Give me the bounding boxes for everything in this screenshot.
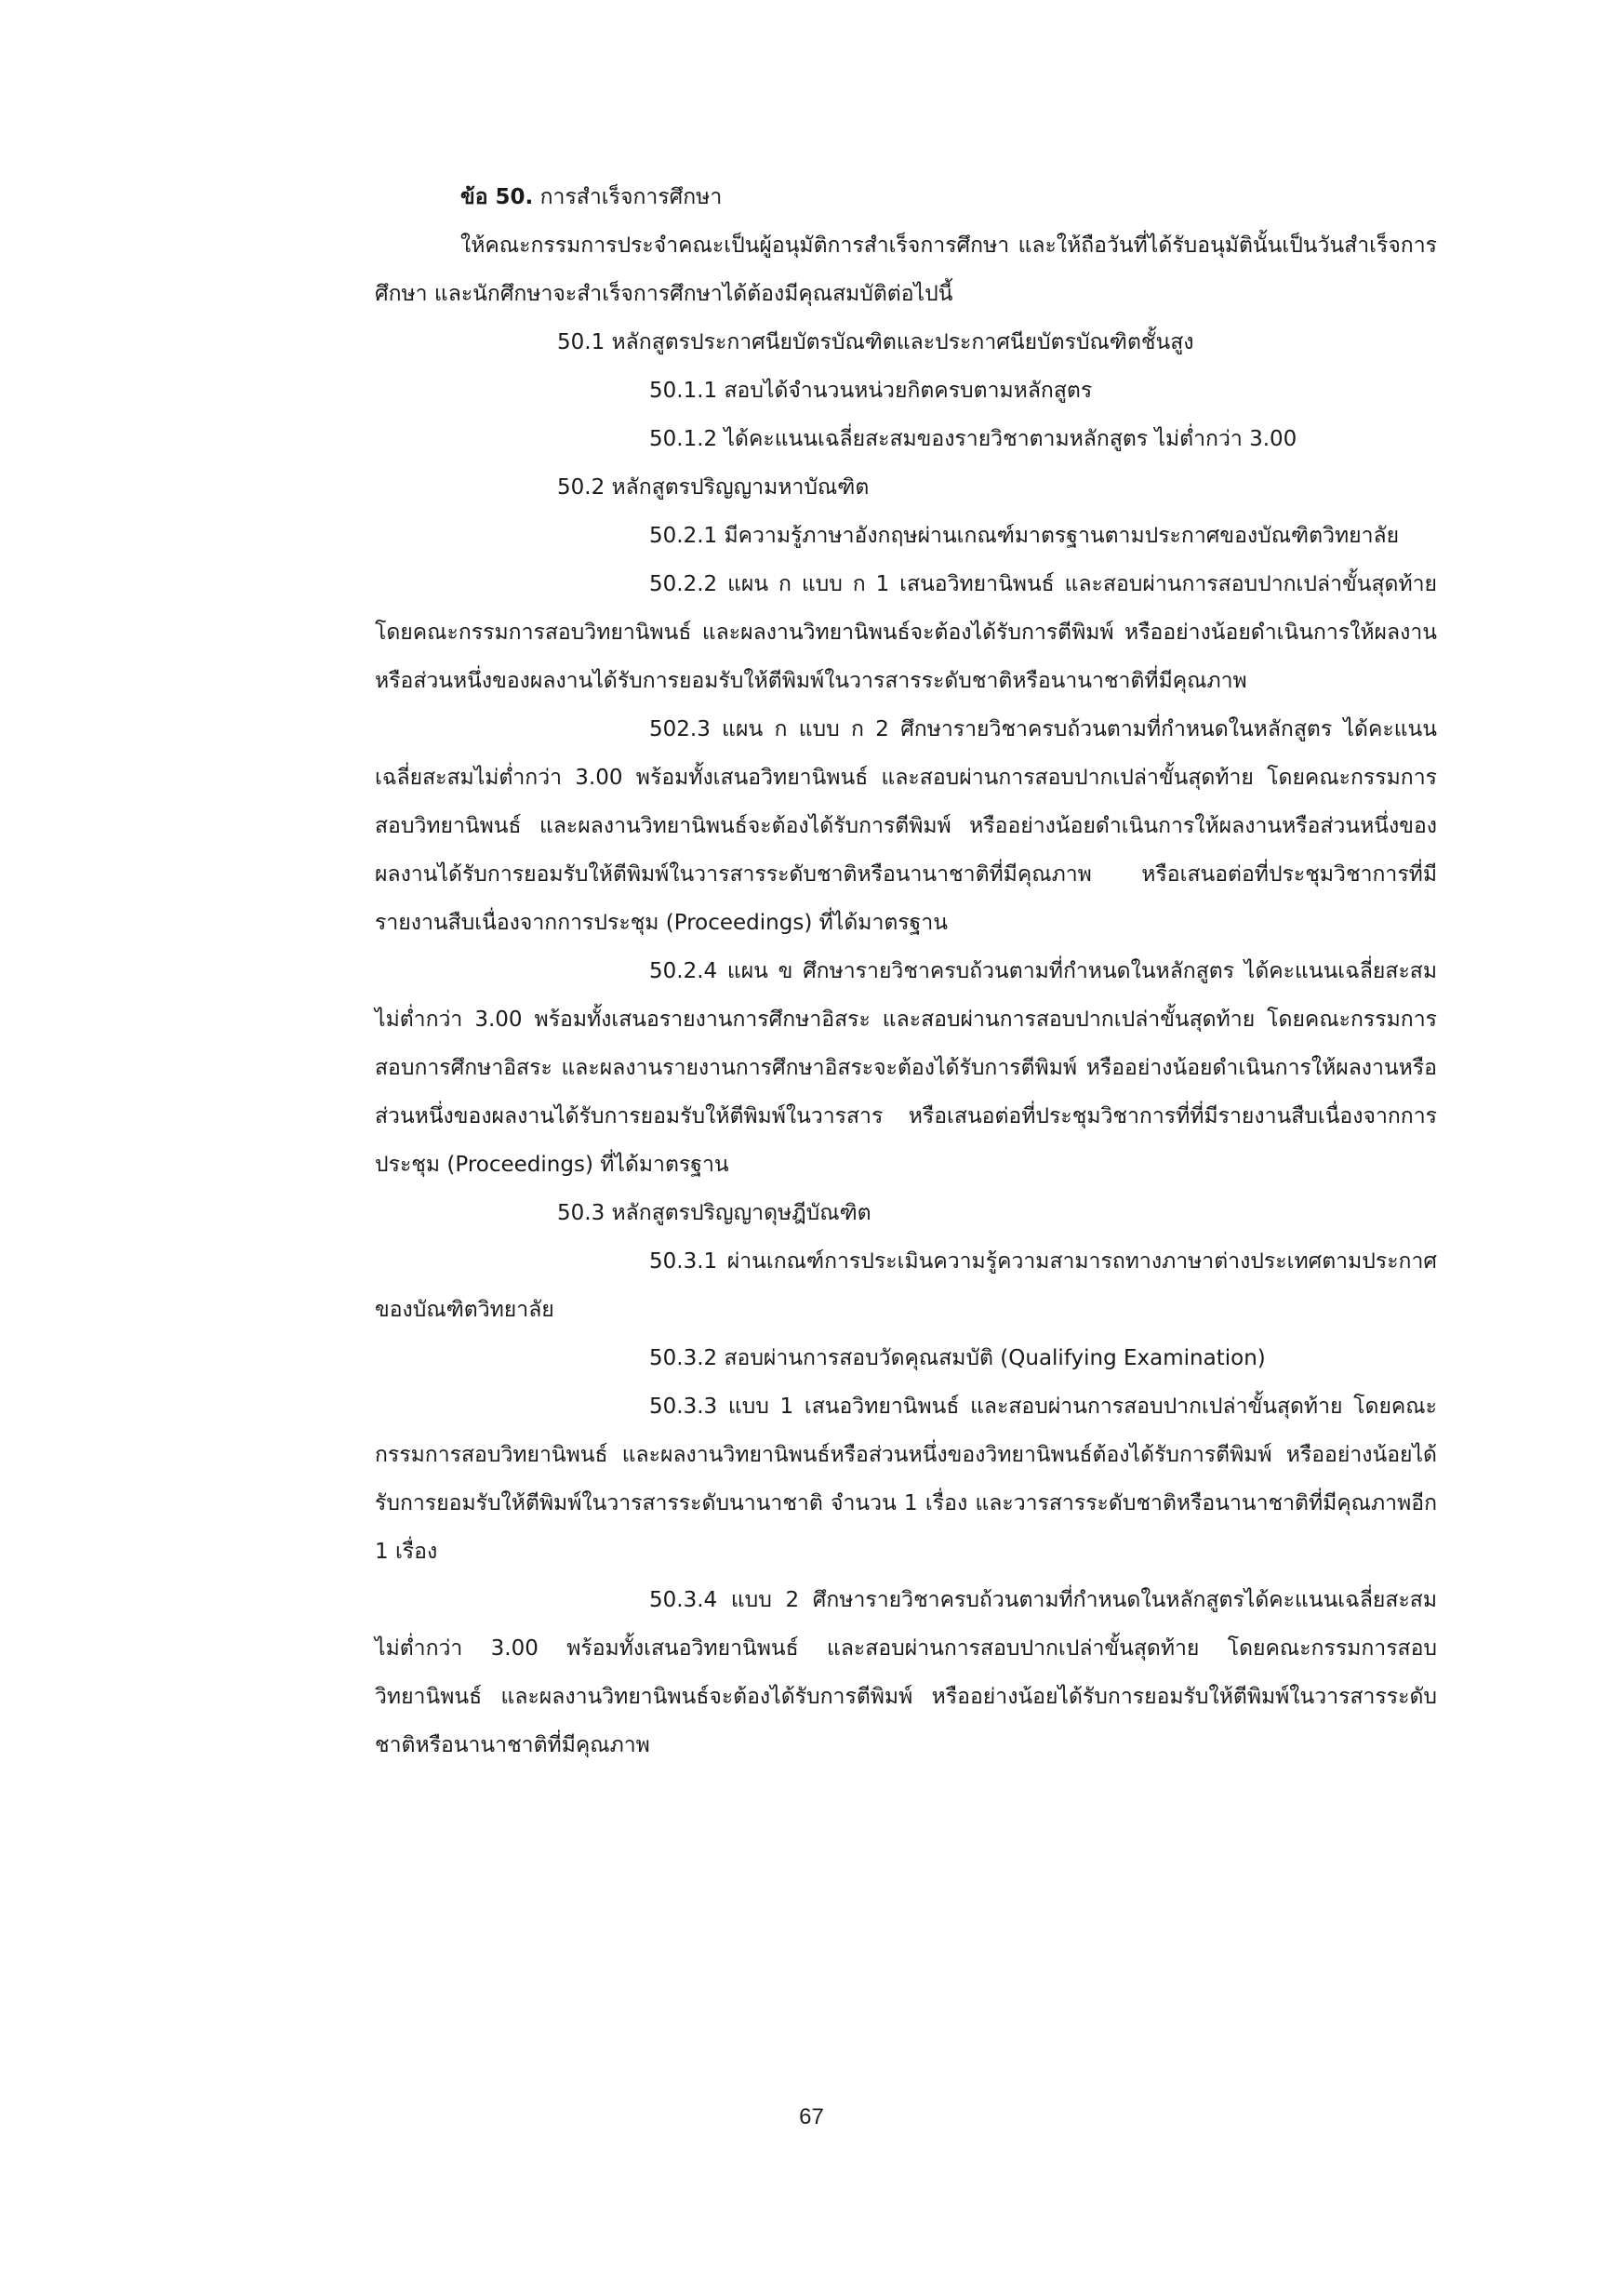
section-item: 50.2.2 แผน ก แบบ ก 1 เสนอวิทยานิพนธ์ และสอบผ่านการสอบปากเปล่าขั้นสุดท้าย โดยคณะกรรมการสอบวิทยานิพนธ์ และผลงานวิทยานิพนธ์จะต้องได้รับการตีพิมพ์ หรืออย่างน้อยดำเนินการให้ผลงานหรือส่วนหนึ่งของผลงานได้รับการยอมรับให้ตีพิมพ์ในวารสารระดับชาติหรือนานาชาติที่มีคุณภาพ <box>375 572 1437 693</box>
section-item: 50.1.2 ได้คะแนนเฉลี่ยสะสมของรายวิชาตามหลักสูตร ไม่ต่ำกว่า 3.00 <box>649 427 1297 451</box>
document-body <box>375 173 1437 1769</box>
section-item: 50.3.4 แบบ 2 ศึกษารายวิชาครบถ้วนตามที่กำหนดในหลักสูตรได้คะแนนเฉลี่ยสะสมไม่ต่ำกว่า 3.00 พร้อมทั้งเสนอวิทยานิพนธ์ และสอบผ่านการสอบปากเปล่าขั้นสุดท้าย โดยคณะกรรมการสอบวิทยานิพนธ์ และผลงานวิทยานิพนธ์จะต้องได้รับการตีพิมพ์ หรืออย่างน้อยได้รับการยอมรับให้ตีพิมพ์ในวารสารระดับชาติหรือนานาชาติที่มีคุณภาพ <box>375 1588 1437 1757</box>
section-item: 50.2.1 มีความรู้ภาษาอังกฤษผ่านเกณฑ์มาตรฐานตามประกาศของบัณฑิตวิทยาลัย <box>649 524 1400 548</box>
article-intro: ให้คณะกรรมการประจำคณะเป็นผู้อนุมัติการสำเร็จการศึกษา และให้ถือวันที่ได้รับอนุมัตินั้นเป็นวันสำเร็จการศึกษา และนักศึกษาจะสำเร็จการศึกษาได้ต้องมีคุณสมบัติต่อไปนี้ <box>375 234 1437 306</box>
section-heading: 50.3 หลักสูตรปริญญาดุษฎีบัณฑิต <box>557 1201 871 1225</box>
article-number: ข้อ 50. <box>460 185 534 209</box>
section-item: 50.1.1 สอบได้จำนวนหน่วยกิตครบตามหลักสูตร <box>649 379 1093 403</box>
article-heading <box>375 173 1437 221</box>
section-heading: 50.2 หลักสูตรปริญญามหาบัณฑิต <box>557 475 870 500</box>
section-item: 50.3.2 สอบผ่านการสอบวัดคุณสมบัติ (Qualifying Examination) <box>649 1346 1266 1370</box>
section-item: 50.3.3 แบบ 1 เสนอวิทยานิพนธ์ และสอบผ่านการสอบปากเปล่าขั้นสุดท้าย โดยคณะกรรมการสอบวิทยานิพนธ์ และผลงานวิทยานิพนธ์หรือส่วนหนึ่งของวิทยานิพนธ์ต้องได้รับการตีพิมพ์ หรืออย่างน้อยได้รับการยอมรับให้ตีพิมพ์ในวารสารระดับนานาชาติ จำนวน 1 เรื่อง และวารสารระดับชาติหรือนานาชาติที่มีคุณภาพอีก 1 เรื่อง <box>375 1395 1437 1564</box>
section-heading: 50.1 หลักสูตรประกาศนียบัตรบัณฑิตและประกาศนียบัตรบัณฑิตชั้นสูง <box>557 330 1194 354</box>
section-item: 50.2.4 แผน ข ศึกษารายวิชาครบถ้วนตามที่กำหนดในหลักสูตร ได้คะแนนเฉลี่ยสะสมไม่ต่ำกว่า 3.00 พร้อมทั้งเสนอรายงานการศึกษาอิสระ และสอบผ่านการสอบปากเปล่าขั้นสุดท้าย โดยคณะกรรมการสอบการศึกษาอิสระ และผลงานรายงานการศึกษาอิสระจะต้องได้รับการตีพิมพ์ หรืออย่างน้อยดำเนินการให้ผลงานหรือส่วนหนึ่งของผลงานได้รับการยอมรับให้ตีพิมพ์ในวารสาร หรือเสนอต่อที่ประชุมวิชาการที่ที่มีรายงานสืบเนื่องจากการประชุม (Proceedings) ที่ได้มาตรฐาน <box>375 959 1437 1177</box>
article-title: การสำเร็จการศึกษา <box>539 185 723 209</box>
section-item: 502.3 แผน ก แบบ ก 2 ศึกษารายวิชาครบถ้วนตามที่กำหนดในหลักสูตร ได้คะแนนเฉลี่ยสะสมไม่ต่ำกว่า 3.00 พร้อมทั้งเสนอวิทยานิพนธ์ และสอบผ่านการสอบปากเปล่าขั้นสุดท้าย โดยคณะกรรมการสอบวิทยานิพนธ์ และผลงานวิทยานิพนธ์จะต้องได้รับการตีพิมพ์ หรืออย่างน้อยดำเนินการให้ผลงานหรือส่วนหนึ่งของผลงานได้รับการยอมรับให้ตีพิมพ์ในวารสารระดับชาติหรือนานาชาติที่มีคุณภาพ หรือเสนอต่อที่ประชุมวิชาการที่มีรายงานสืบเนื่องจากการประชุม (Proceedings) ที่ได้มาตรฐาน <box>375 717 1437 935</box>
section-item: 50.3.1 ผ่านเกณฑ์การประเมินความรู้ความสามารถทางภาษาต่างประเทศตามประกาศของบัณฑิตวิทยาลัย <box>375 1249 1437 1322</box>
page-number: 67 <box>799 2104 824 2129</box>
